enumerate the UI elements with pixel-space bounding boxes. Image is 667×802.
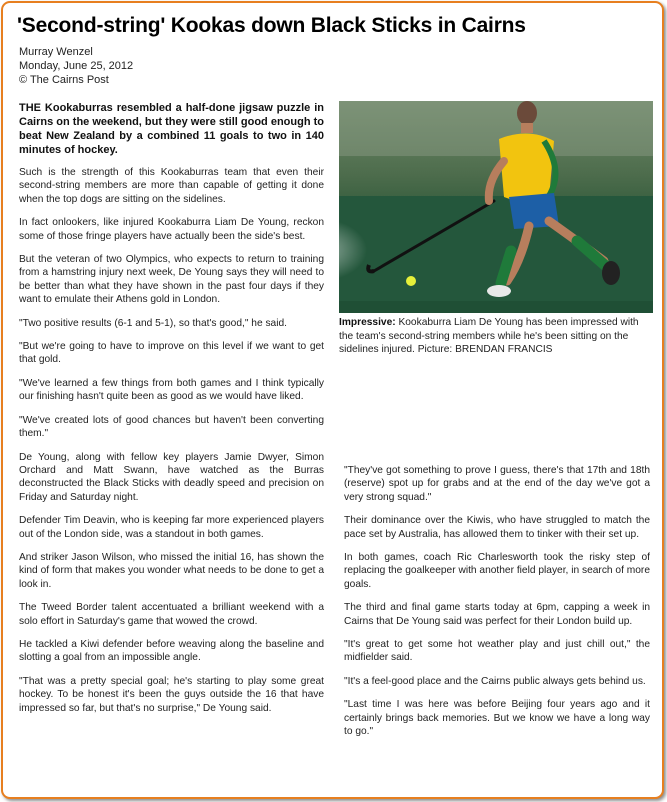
body-paragraph: De Young, along with fellow key players Jamie Dwyer, Simon Orchard and Matt Swann, have watched as the Burras deconstructed the Black Sticks with deadly speed and precision on Friday and Saturday night. <box>19 451 324 503</box>
caption-text: Kookaburra Liam De Young has been impressed with the team's second-string members while he's been sitting on the sidelines injured. Picture: BRENDAN FRANCIS <box>339 317 639 356</box>
article-body-left-column <box>19 101 324 725</box>
article-source: © The Cairns Post <box>19 74 109 86</box>
body-paragraph: The third and final game starts today at 6pm, capping a week in Cairns that De Young said was perfect for their London build up. <box>344 602 650 627</box>
article-author: Murray Wenzel <box>19 46 93 58</box>
body-paragraph: "They've got something to prove I guess, there's that 17th and 18th (reserve) spot up for grabs and at the end of the day we've got a very strong squad." <box>344 465 650 503</box>
body-paragraph: Defender Tim Deavin, who is keeping far more experienced players out of the London side, was a standout in both games. <box>19 515 324 540</box>
body-paragraph: In fact onlookers, like injured Kookaburra Liam De Young, reckon some of those fringe players have actually been the side's best. <box>19 217 324 242</box>
article-photo <box>339 101 653 313</box>
article-headline: 'Second-string' Kookas down Black Sticks in Cairns <box>17 14 526 37</box>
body-paragraph: The Tweed Border talent accentuated a brilliant weekend with a solo effort in Saturday's game that wowed the crowd. <box>19 602 324 627</box>
article-frame <box>1 1 664 799</box>
body-paragraph: "We've created lots of good chances but haven't been converting them." <box>19 414 324 440</box>
article-lead: THE Kookaburras resembled a half-done jigsaw puzzle in Cairns on the weekend, but they were still good enough to beat New Zealand by a combined 11 goals to two in 140 minutes of hockey. <box>19 102 324 156</box>
article-meta <box>19 45 133 87</box>
body-paragraph: "We've learned a few things from both games and I think typically our finishing hasn't quite been as good as we would have liked. <box>19 377 324 403</box>
hockey-player-photo <box>339 101 653 313</box>
body-paragraph: "Last time I was here was before Beijing four years ago and it certainly brings back memories. But we know we have a long way to go." <box>344 699 650 738</box>
body-paragraph: "But we're going to have to improve on this level if we want to get that gold. <box>19 341 324 366</box>
body-paragraph: Their dominance over the Kiwis, who have struggled to match the pace set by Australia, has allowed them to tinker with their set up. <box>344 515 650 540</box>
body-paragraph: "That was a pretty special goal; he's starting to play some great hockey. To be honest it's been the guys outside the 16 that have impressed so far, but that's no surprise," De Young said. <box>19 675 324 714</box>
article-date: Monday, June 25, 2012 <box>19 60 134 72</box>
caption-label: Impressive: <box>339 317 396 328</box>
body-paragraph: "It's a feel-good place and the Cairns public always gets behind us. <box>344 675 646 687</box>
body-paragraph: In both games, coach Ric Charlesworth took the risky step of replacing the goalkeeper with another field player, in search of more goals. <box>344 552 650 590</box>
body-paragraph: Such is the strength of this Kookaburras team that even their second-string members are more than capable of getting it done when the top dogs are sitting on the sidelines. <box>19 167 324 205</box>
body-paragraph: "It's great to get some hot weather play and just chill out," the midfielder said. <box>344 639 650 664</box>
photo-caption <box>339 316 653 357</box>
body-paragraph: "Two positive results (6-1 and 5-1), so that's good," he said. <box>19 317 287 329</box>
article-body-right-column <box>344 464 650 749</box>
body-paragraph: But the veteran of two Olympics, who expects to return to training from a hamstring injury next week, De Young says they will need to be better than what they have shown in the past four days if they want to emulate their Athens gold in London. <box>19 254 324 306</box>
body-paragraph: He tackled a Kiwi defender before weaving along the baseline and slotting a goal from an impossible angle. <box>19 638 324 664</box>
body-paragraph: And striker Jason Wilson, who missed the initial 16, has shown the kind of form that makes you wonder what needs to be done to get a look in. <box>19 551 324 590</box>
